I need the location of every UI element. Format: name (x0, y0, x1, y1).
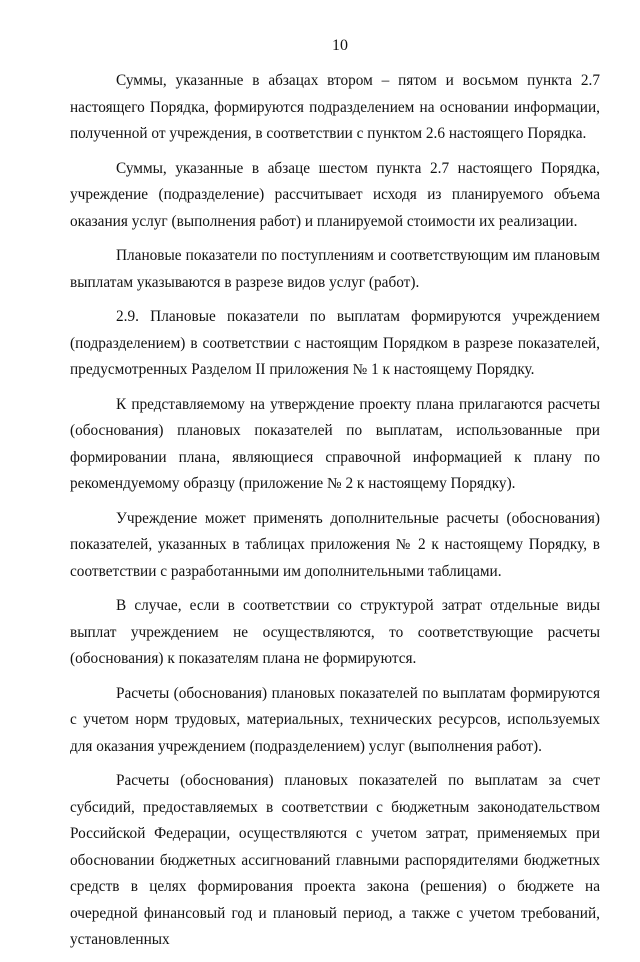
paragraph-1: Суммы, указанные в абзацах втором – пятом и восьмом пункта 2.7 настоящего Порядка, формируются подразделением на основании информации, полученной от учреждения, в соответствии с пунктом 2.6 настоящего Порядка. (70, 72, 600, 142)
paragraph-6: Учреждение может применять дополнительные расчеты (обоснования) показателей, указанных в таблицах приложения № 2 к настоящему Порядку, в соответствии с разработанными им дополнительными таблицами. (70, 509, 600, 580)
paragraph-9: Расчеты (обоснования) плановых показателей по выплатам за счет субсидий, предоставляемых в соответствии с бюджетным законодательством Российской Федерации, осуществляются с учетом затрат, применяемых при обосновании бюджетных ассигнований главными распорядителями бюджетных средств в целях формирования проекта закона (решения) о бюджете на очередной финансовый год и плановый период, а также с учетом требований, установленных (70, 772, 600, 948)
paragraph-3: Плановые показатели по поступлениям и соответствующим им плановым выплатам указываются в разрезе видов услуг (работ). (70, 247, 600, 291)
paragraph-7: В случае, если в соответствии со структурой затрат отдельные виды выплат учреждением не осуществляются, то соответствующие расчеты (обоснования) к показателям плана не формируются. (70, 597, 600, 667)
paragraph-8: Расчеты (обоснования) плановых показателей по выплатам формируются с учетом норм трудовых, материальных, технических ресурсов, используемых для оказания учреждением (подразделением) услуг (выполнения работ). (70, 684, 600, 755)
paragraph-5: К представляемому на утверждение проекту плана прилагаются расчеты (обоснования) плановых показателей по выплатам, использованные при формировании плана, являющиеся справочной информацией к плану по рекомендуемому образцу (приложение № 2 к настоящему Порядку). (70, 395, 600, 492)
paragraph-2: Суммы, указанные в абзаце шестом пункта 2.7 настоящего Порядка, учреждение (подразделение) рассчитывает исходя из планируемого объема оказания услуг (выполнения работ) и планируемой стоимости их реализации. (70, 159, 600, 230)
document-body (70, 68, 600, 962)
page-number: 10 (332, 37, 348, 54)
paragraph-4: 2.9. Плановые показатели по выплатам формируются учреждением (подразделением) в соответствии с настоящим Порядком в разрезе показателей, предусмотренных Разделом II приложения № 1 к настоящему Порядку. (70, 308, 600, 378)
